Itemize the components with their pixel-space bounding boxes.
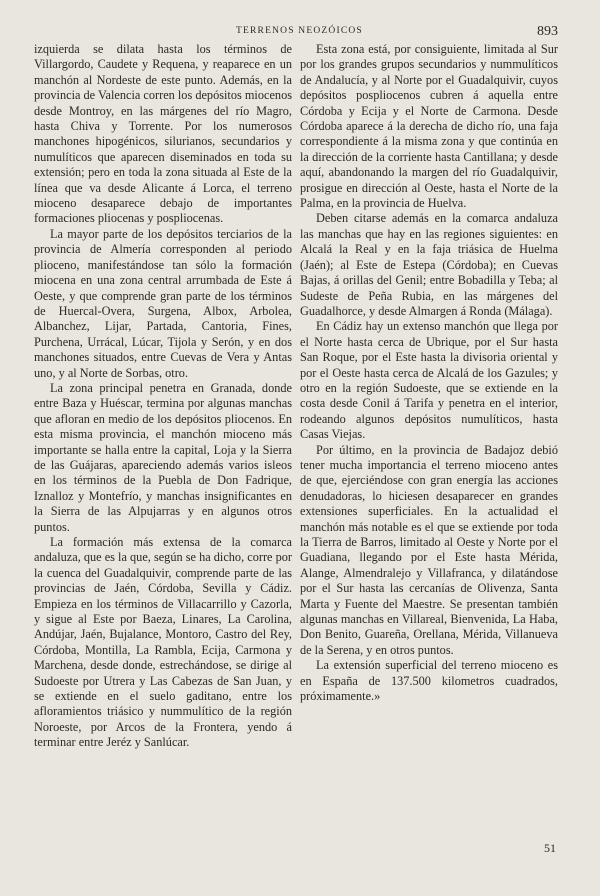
paragraph: izquierda se dilata hasta los términos de Villargordo, Caudete y Requena, y reaparece en un manchón al Nordeste de este punto. Además, en la provincia de Valencia corren los depósitos miocenos desde Montroy, en las márgenes del río Magro, hasta Chiva y Torrente. Por los numerosos manchones hipogénicos, silurianos, secundarios y numulíticos que aparecen diseminados en toda su extensión; pero en toda la zona situada al Este de la línea que va desde Alicante á Lorca, el terreno mioceno desaparece debajo de importantes formaciones pliocenas y pospliocenas. — [34, 42, 292, 226]
paragraph: Deben citarse además en la comarca andaluza las manchas que hay en las regiones siguientes: en Alcalá la Real y en la faja triásica de Huelma (Jaén); al Este de Estepa (Córdoba); en Cuevas Bajas, á orillas del Genil; entre Bobadilla y Teba; al Sudeste de Peña Rubia, en las márgenes del Guadalhorce, y desde Almargen á Ronda (Málaga). — [300, 211, 558, 318]
paragraph: La zona principal penetra en Granada, donde entre Baza y Huéscar, termina por algunas manchas que afloran en medio de los depósitos pliocenos. En esta misma provincia, el manchón mioceno más importante se halla entre la capital, Loja y la Sierra de las Guájaras, apareciendo además varios isleos en los términos de la Puebla de Don Fadrique, Iznalloz y Montefrío, y manchas insignificantes en la Sierra de las Alpujarras y en algunos otros puntos. — [34, 380, 292, 534]
paragraph: La mayor parte de los depósitos terciarios de la provincia de Almería corresponden al periodo plioceno, manifestándose tan sólo la formación miocena en una zona central arrumbada de Este á Oeste, y que comprende gran parte de los términos de Huercal-Overa, Surgena, Albox, Arbolea, Albanchez, Lijar, Partada, Cantoria, Fines, Purchena, Urrácal, Lúcar, Tijola y Serón, y en dos manchones situados, entre Cuevas de Vera y Antas uno, y al Norte de Sorbas, otro. — [34, 226, 292, 380]
paragraph: En Cádiz hay un extenso manchón que llega por el Norte hasta cerca de Ubrique, por el Sur hasta San Roque, por el Este hasta la divisoria oriental y por el Oeste hasta cerca de Alcalá de los Gazules; y otro en la región Sudoeste, que se extiende en la costa desde Conil á Tarifa y penetra en el interior, rodeando algunos depósitos numulíticos, hasta Casas Viejas. — [300, 319, 558, 442]
right-column — [300, 42, 558, 704]
running-head — [0, 26, 600, 42]
signature-mark: 51 — [544, 841, 556, 855]
paragraph: La extensión superficial del terreno mioceno es en España de 137.500 kilometros cuadrados, próximamente.» — [300, 658, 558, 704]
paragraph: La formación más extensa de la comarca andaluza, que es la que, según se ha dicho, corre por la cuenca del Guadalquivir, comprende parte de las provincias de Jaén, Córdoba, Sevilla y Cádiz. Empieza en los términos de Villacarrillo y Cazorla, y sigue al Este por Baeza, Linares, La Carolina, Andújar, Jaén, Bujalance, Montoro, Castro del Rey, Córdoba, Montilla, La Rambla, Ecija, Carmona y Marchena, desde donde, estrechándose, se dirige al Sudoeste por Utrera y Las Cabezas de San Juan, y se extiende en el suelo gaditano, entre los afloramientos triásico y nummulítico de la región Noroeste, por Arcos de la Frontera, yendo á terminar entre Jeréz y Sanlúcar. — [34, 535, 292, 750]
running-title: TERRENOS NEOZÓICOS — [236, 26, 363, 36]
page-number: 893 — [537, 24, 558, 39]
paragraph: Por último, en la provincia de Badajoz debió tener mucha importancia el terreno mioceno antes de que, ejerciéndose con gran energía las acciones denudadoras, lo hiciesen desaparecer en grandes extensiones superficiales. En la actualidad el manchón más notable es el que se extiende por toda la Tierra de Barros, limitado al Oeste y Norte por el Guadiana, llegando por el Este hasta Mérida, Alange, Almendralejo y Villafranca, y dilatándose por el Sur hasta las cercanías de Olivenza, Santa Marta y Fuente del Maestre. Se presentan también algunas manchas en Villareal, Bienvenida, La Haba, Don Benito, Guareña, Orellana, Mérida, Villanueva de la Serena, y en otros puntos. — [300, 442, 558, 657]
paragraph: Esta zona está, por consiguiente, limitada al Sur por los grandes grupos secundarios y nummulíticos de Andalucía, y al Norte por el Guadalquivir, cuyos depósitos pospliocenos cubren á aquella entre Córdoba y Ecija y el Norte de Carmona. Desde Córdoba aparece á la derecha de dicho río, una faja correspondiente á la misma zona y que continúa en la dirección de la corriente hasta Cantillana; y desde aquí, abandonando la margen del río Guadalquivir, prosigue en dirección al Oeste, hasta el Norte de la Palma, en la provincia de Huelva. — [300, 42, 558, 211]
left-column — [34, 42, 292, 751]
